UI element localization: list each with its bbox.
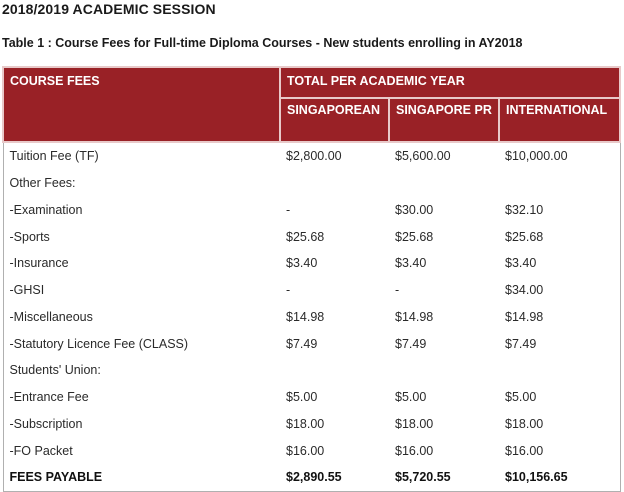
cell-singapore-pr: $16.00	[395, 443, 434, 458]
session-title: 2018/2019 ACADEMIC SESSION	[2, 1, 216, 17]
header-course-fees: COURSE FEES	[3, 67, 280, 142]
cell-singaporean: $16.00	[286, 443, 325, 458]
total-singaporean: $2,890.55	[286, 470, 342, 485]
row-label: -Entrance Fee	[9, 390, 89, 405]
row-label: -FO Packet	[9, 443, 73, 458]
table-row	[3, 142, 620, 170]
cell-international: $32.10	[505, 202, 544, 217]
cell-international: $5.00	[505, 390, 537, 405]
table-row	[3, 411, 620, 438]
cell-singapore-pr: $30.00	[395, 202, 434, 217]
table-row	[3, 250, 620, 277]
cell-international	[499, 357, 620, 384]
cell-international: $34.00	[505, 283, 544, 298]
table-row	[3, 330, 620, 357]
total-international: $10,156.65	[505, 470, 568, 485]
cell-international: $25.68	[505, 229, 544, 244]
table-row	[3, 223, 620, 250]
header-international: INTERNATIONAL	[499, 98, 620, 142]
cell-singapore-pr: $3.40	[395, 256, 427, 271]
row-label: -Subscription	[9, 416, 83, 431]
table-row	[3, 384, 620, 411]
total-label: FEES PAYABLE	[9, 470, 103, 485]
cell-singaporean: $14.98	[286, 309, 325, 324]
table-caption: Table 1 : Course Fees for Full-time Diploma Courses - New students enrolling in AY2018	[2, 36, 523, 50]
cell-singapore-pr: $25.68	[395, 229, 434, 244]
row-label: -Sports	[9, 229, 50, 244]
cell-singapore-pr: $7.49	[395, 336, 427, 351]
cell-international: $14.98	[505, 309, 544, 324]
row-label: -Insurance	[9, 256, 69, 271]
cell-singaporean: $3.40	[286, 256, 318, 271]
cell-singapore-pr	[389, 357, 499, 384]
row-label: Other Fees:	[9, 176, 76, 191]
table-row	[3, 357, 620, 384]
cell-singapore-pr: $18.00	[395, 416, 434, 431]
cell-singaporean: $25.68	[286, 229, 325, 244]
header-singapore-pr: SINGAPORE PR	[389, 98, 499, 142]
cell-singapore-pr: $5,600.00	[395, 149, 451, 164]
table-row	[3, 170, 620, 197]
cell-singapore-pr	[389, 170, 499, 197]
cell-international: $3.40	[505, 256, 537, 271]
cell-international: $18.00	[505, 416, 544, 431]
total-singapore-pr: $5,720.55	[395, 470, 451, 485]
cell-international: $7.49	[505, 336, 537, 351]
cell-singaporean: $5.00	[286, 390, 318, 405]
cell-singapore-pr: -	[395, 283, 400, 298]
row-label: Tuition Fee (TF)	[9, 149, 99, 164]
row-label: -Examination	[9, 202, 83, 217]
table-row	[3, 197, 620, 224]
cell-singaporean: $7.49	[286, 336, 318, 351]
cell-singaporean: $18.00	[286, 416, 325, 431]
cell-international: $10,000.00	[505, 149, 568, 164]
table-row	[3, 437, 620, 464]
row-label: -GHSI	[9, 283, 45, 298]
cell-international	[499, 170, 620, 197]
cell-singapore-pr: $5.00	[395, 390, 427, 405]
course-fees-table	[2, 66, 621, 492]
cell-singaporean: -	[286, 283, 291, 298]
cell-singaporean	[280, 170, 389, 197]
total-row	[3, 464, 620, 491]
cell-international: $16.00	[505, 443, 544, 458]
header-total-per-year: TOTAL PER ACADEMIC YEAR	[280, 67, 620, 98]
header-row	[3, 67, 620, 98]
table-row	[3, 277, 620, 304]
header-singaporean: SINGAPOREAN	[280, 98, 389, 142]
table-row	[3, 304, 620, 331]
cell-singapore-pr: $14.98	[395, 309, 434, 324]
cell-singaporean	[280, 357, 389, 384]
cell-singaporean: $2,800.00	[286, 149, 342, 164]
row-label: -Statutory Licence Fee (CLASS)	[9, 336, 189, 351]
row-label: -Miscellaneous	[9, 309, 93, 324]
cell-singaporean: -	[286, 202, 291, 217]
row-label: Students' Union:	[9, 363, 101, 378]
